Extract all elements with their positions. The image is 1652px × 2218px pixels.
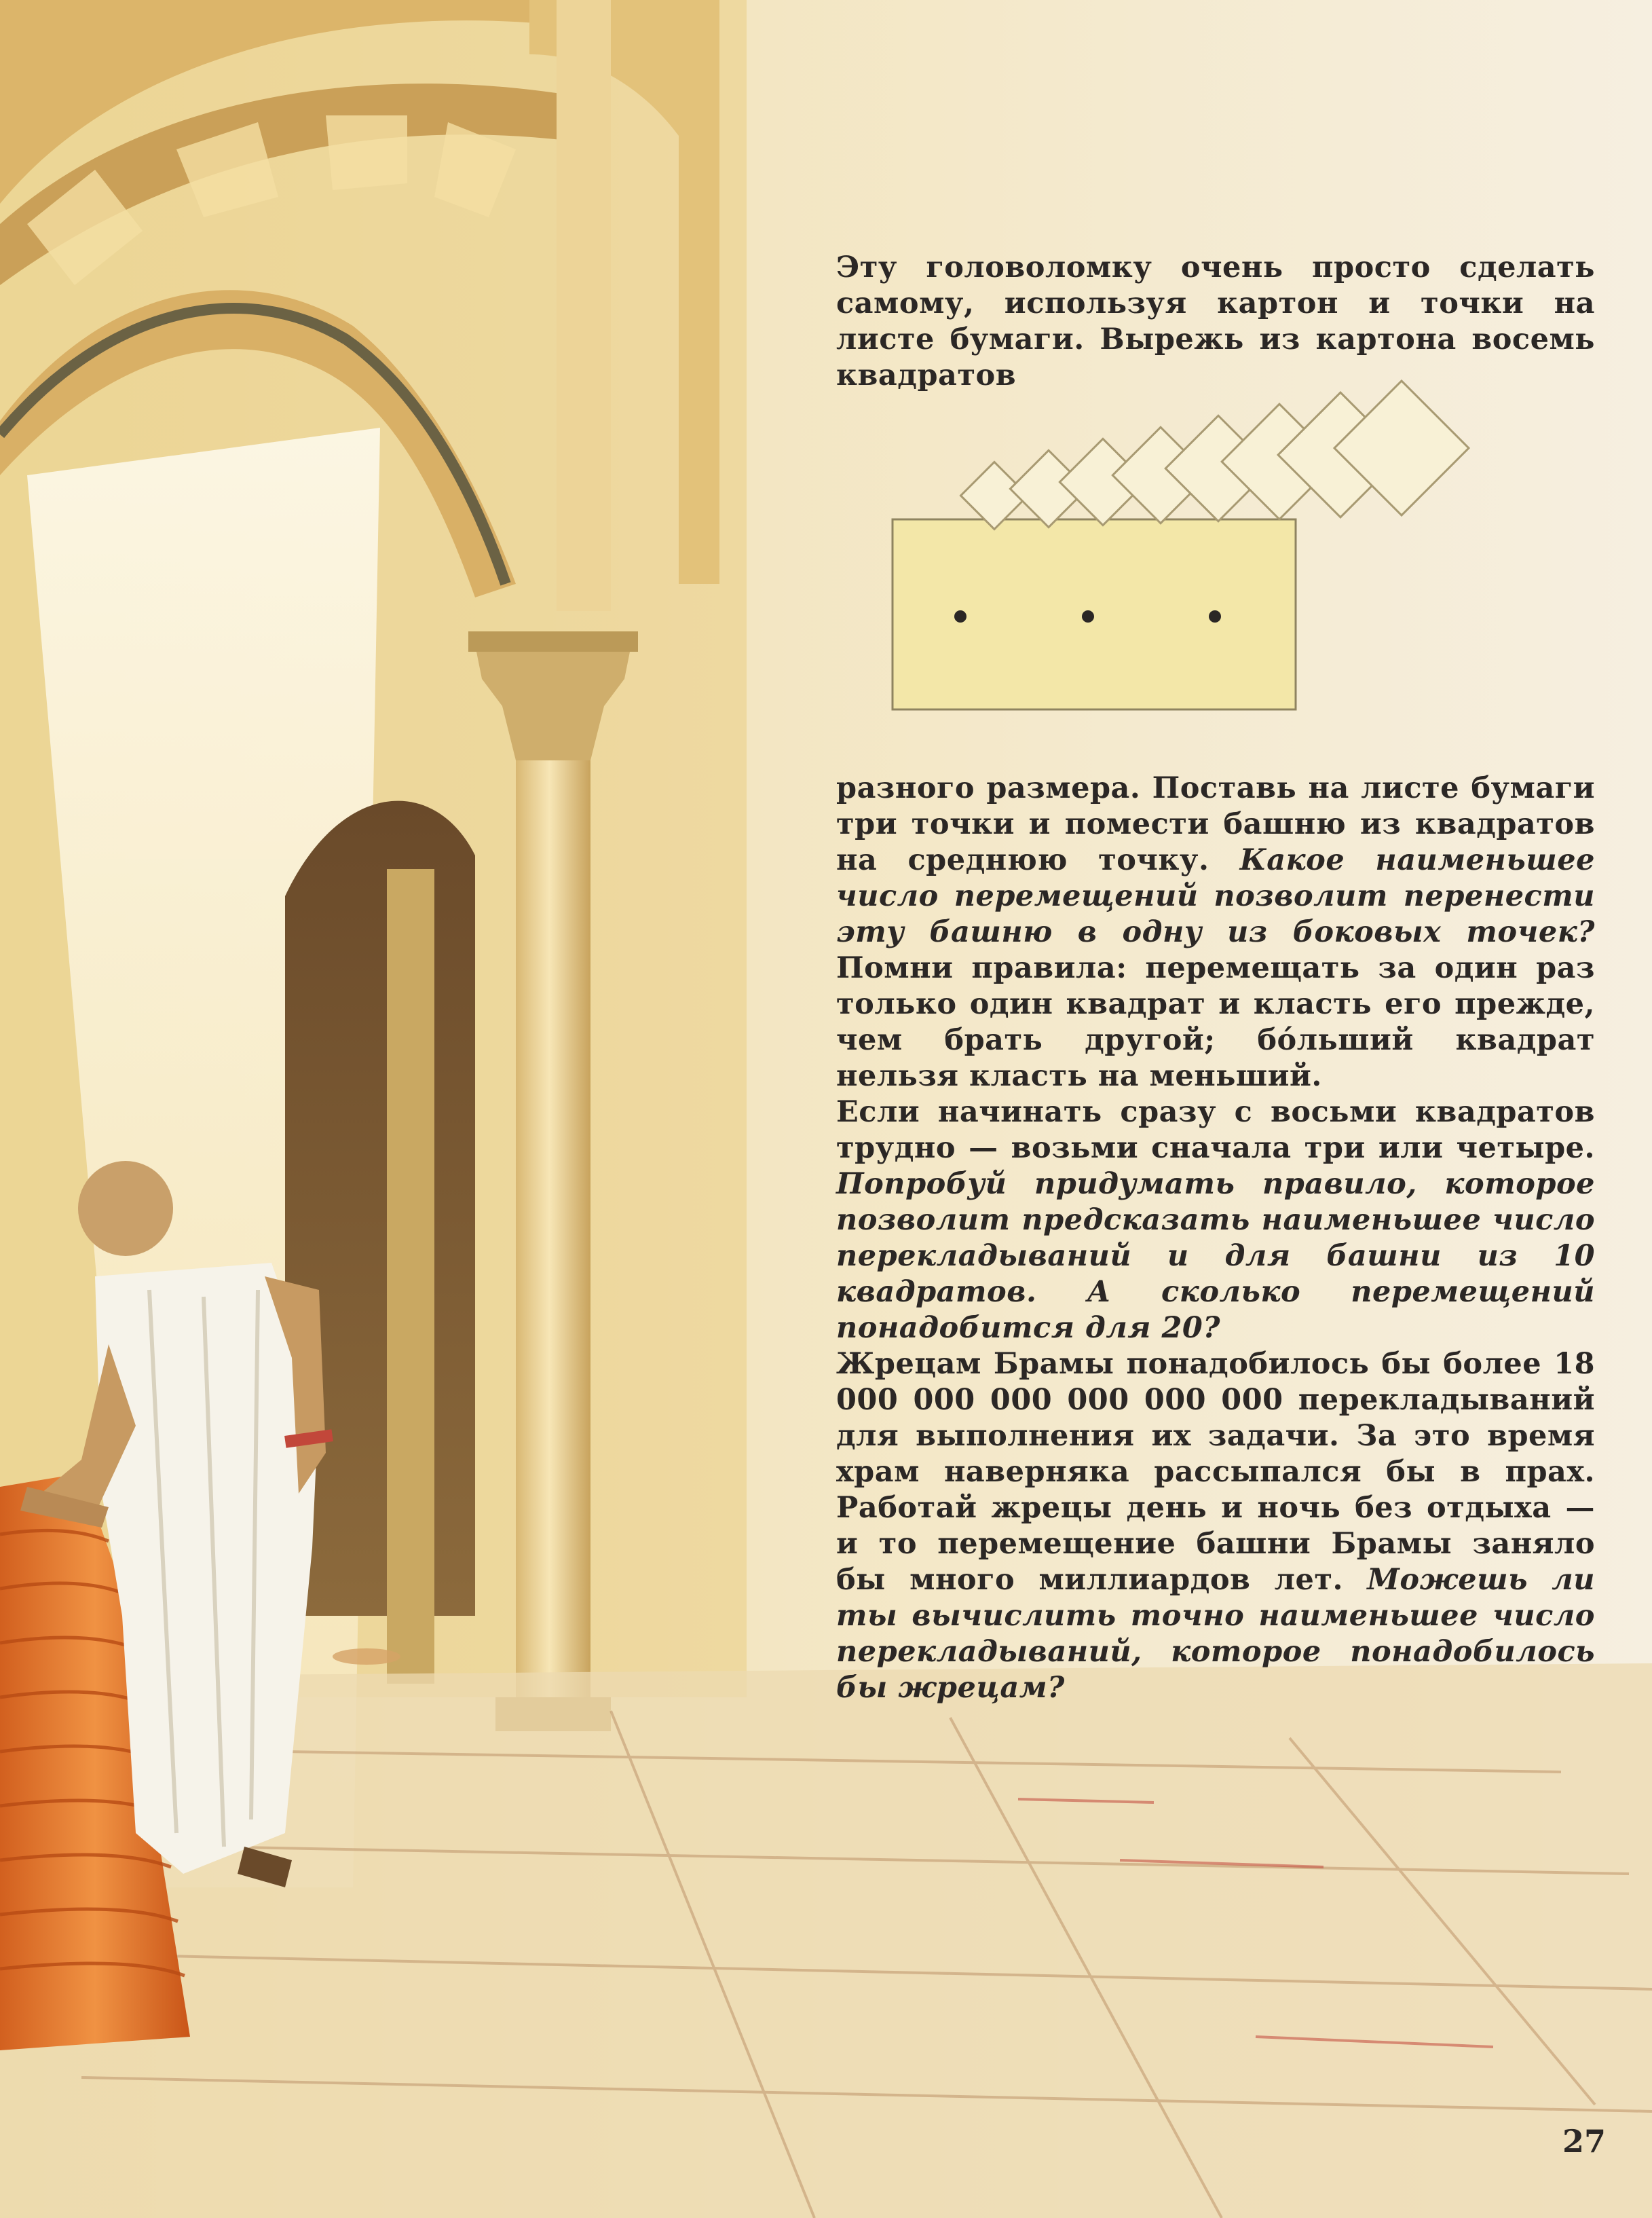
brahma-question: Можешь ли ты вычислить точно наименьшее число перекладываний, которое понадобилось бы жрецам? <box>836 1563 1595 1705</box>
hint-text: Если начинать сразу с восьми квадратов трудно — возьми сначала три или четыре. <box>836 1095 1595 1165</box>
hint-question: Попробуй придумать правило, которое позволит предсказать наименьшее число перекладываний и для башни из 10 квадратов. А сколько перемещений понадобится для 20? <box>836 1167 1595 1345</box>
hint-paragraph <box>836 1094 1595 1346</box>
column-abacus <box>468 631 638 652</box>
dot-right <box>1209 610 1221 623</box>
pilaster-right <box>557 0 611 611</box>
dot-left <box>954 610 966 623</box>
rules-question: Какое наименьшее число перемещений позволит перенести эту башню в одну из боковых точек? <box>836 843 1595 949</box>
priest-head <box>78 1161 173 1256</box>
intro-text: Эту головоломку очень просто сделать самому, используя картон и точки на листе бумаги. Вырежь из картона восемь квадратов <box>836 251 1595 392</box>
rules-paragraph <box>836 771 1595 1094</box>
paper-sheet <box>893 519 1296 709</box>
rules-text-b: Помни правила: перемещать за один раз только один квадрат и класть его прежде, чем брать другой; бóльший квадрат нельзя класть на меньший. <box>836 951 1595 1093</box>
brahma-text: Жрецам Брамы понадобилось бы более 18 000 000 000 000 000 000 перекладываний для выполнения их задачи. За это время храм наверняка рассыпался бы в прах. Работай жрецы день и ночь без отдыха — и то перемещение башни Брамы заняло бы много миллиардов лет. <box>836 1347 1595 1597</box>
brahma-paragraph <box>836 1346 1595 1706</box>
small-disc-stack <box>333 1648 400 1665</box>
main-text <box>836 771 1595 1706</box>
doorway-column <box>387 869 434 1684</box>
column-shaft <box>516 760 590 1711</box>
intro-paragraph <box>836 250 1595 394</box>
dot-middle <box>1082 610 1094 623</box>
page-number: 27 <box>1562 2123 1607 2160</box>
rules-text-a: разного размера. Поставь на листе бумаги три точки и помести башню из квадратов на среднюю точку. <box>836 771 1595 877</box>
